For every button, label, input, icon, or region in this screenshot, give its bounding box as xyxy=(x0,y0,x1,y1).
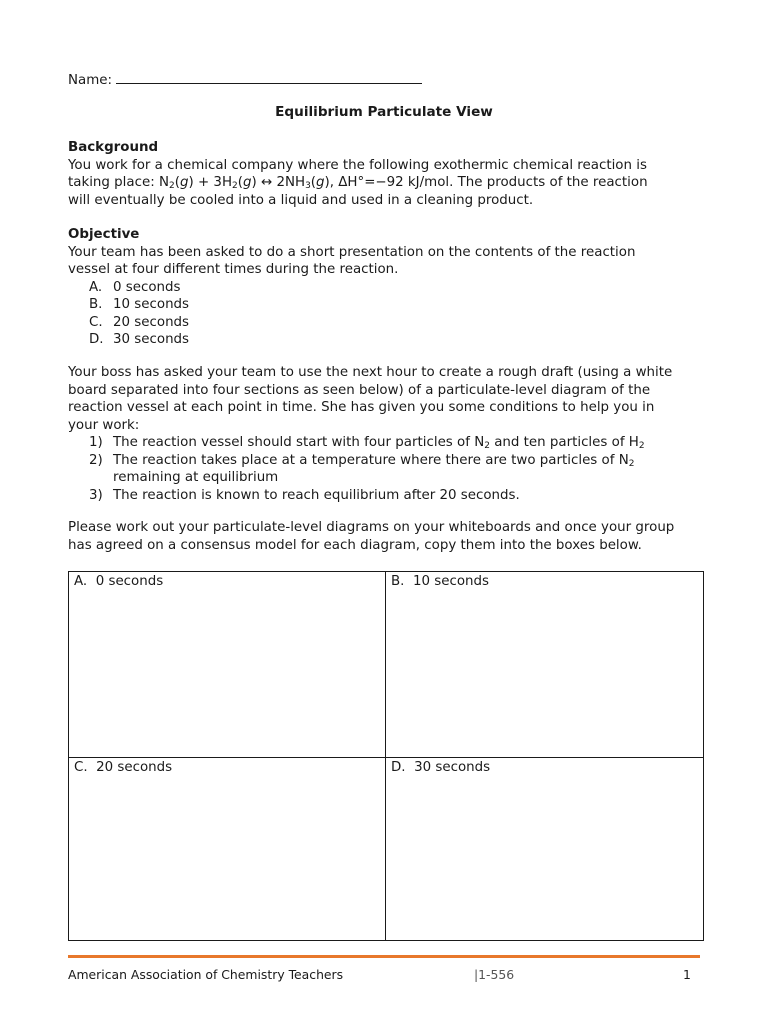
condition-text: The reaction vessel should start with four particles of $N_2$ and ten particles of $H_2$ xyxy=(113,435,645,451)
closing-section xyxy=(68,519,708,554)
list-item xyxy=(68,331,708,349)
list-text: 0 seconds xyxy=(113,279,181,295)
name-blank-line xyxy=(116,70,422,84)
box-label: B. 10 seconds xyxy=(391,574,489,589)
background-line-3: will eventually be cooled into a liquid and used in a cleaning product. xyxy=(68,192,534,208)
instructions-line-3: reaction vessel at each point in time. She has given you some conditions to help you in xyxy=(68,400,655,415)
instructions-line-1: Your boss has asked your team to use the next hour to create a rough draft (using a white xyxy=(68,365,673,380)
objective-section xyxy=(68,226,708,349)
list-item xyxy=(68,279,708,297)
condition-text: The reaction takes place at a temperature where there are two particles of $N_2$ remaining at equilibrium xyxy=(113,452,635,485)
objective-line-1: Your team has been asked to do a short presentation on the contents of the reaction xyxy=(68,244,636,260)
background-line-2: taking place: $N_2(g) + 3H_2(g)$ ↔ $2NH_3(g)$, ΔH°=−92 kJ/mol. The products of the reaction xyxy=(68,175,648,191)
instructions-line-2: board separated into four sections as seen below) of a particulate-level diagram of the xyxy=(68,382,651,398)
objective-heading: Objective xyxy=(68,227,140,242)
list-text: 30 seconds xyxy=(113,332,190,347)
box-label: A. 0 seconds xyxy=(74,574,164,589)
instructions-line-4: your work: xyxy=(68,417,140,433)
box-label: C. 20 seconds xyxy=(74,760,173,775)
closing-line-1: Please work out your particulate-level diagrams on your whiteboards and once your group xyxy=(68,520,675,535)
diagram-box-d[interactable] xyxy=(386,758,703,940)
list-text: 20 seconds xyxy=(113,314,190,330)
box-label: D. 30 seconds xyxy=(391,760,491,775)
list-marker: D. xyxy=(89,332,104,347)
condition-item xyxy=(68,487,708,505)
condition-item xyxy=(68,434,708,452)
list-marker: A. xyxy=(89,279,103,295)
instructions-section xyxy=(68,364,708,504)
condition-text: The reaction is known to reach equilibrium after 20 seconds. xyxy=(113,487,520,503)
condition-marker: 2) xyxy=(89,452,103,468)
footer-organization: American Association of Chemistry Teachers xyxy=(68,967,344,982)
diagram-box-c[interactable] xyxy=(69,758,386,940)
name-label: Name: xyxy=(68,73,113,88)
background-line-1: You work for a chemical company where the following exothermic chemical reaction is xyxy=(68,157,647,173)
name-field xyxy=(68,70,422,90)
background-section xyxy=(68,139,708,209)
page-title: Equilibrium Particulate View xyxy=(275,104,493,120)
diagram-grid xyxy=(68,571,704,941)
condition-item xyxy=(68,452,708,487)
condition-marker: 3) xyxy=(89,487,103,503)
list-item xyxy=(68,296,708,314)
closing-line-2: has agreed on a consensus model for each diagram, copy them into the boxes below. xyxy=(68,537,642,553)
list-item xyxy=(68,314,708,332)
diagram-box-b[interactable] xyxy=(386,572,703,758)
objective-line-2: vessel at four different times during the reaction. xyxy=(68,262,399,277)
diagram-box-a[interactable] xyxy=(69,572,386,758)
footer-divider xyxy=(68,955,700,958)
condition-marker: 1) xyxy=(89,435,103,450)
list-marker: C. xyxy=(89,314,103,330)
footer-code: |1-556 xyxy=(474,967,515,982)
background-heading: Background xyxy=(68,140,159,155)
list-marker: B. xyxy=(89,297,103,312)
list-text: 10 seconds xyxy=(113,297,190,312)
page-number: 1 xyxy=(683,967,691,982)
